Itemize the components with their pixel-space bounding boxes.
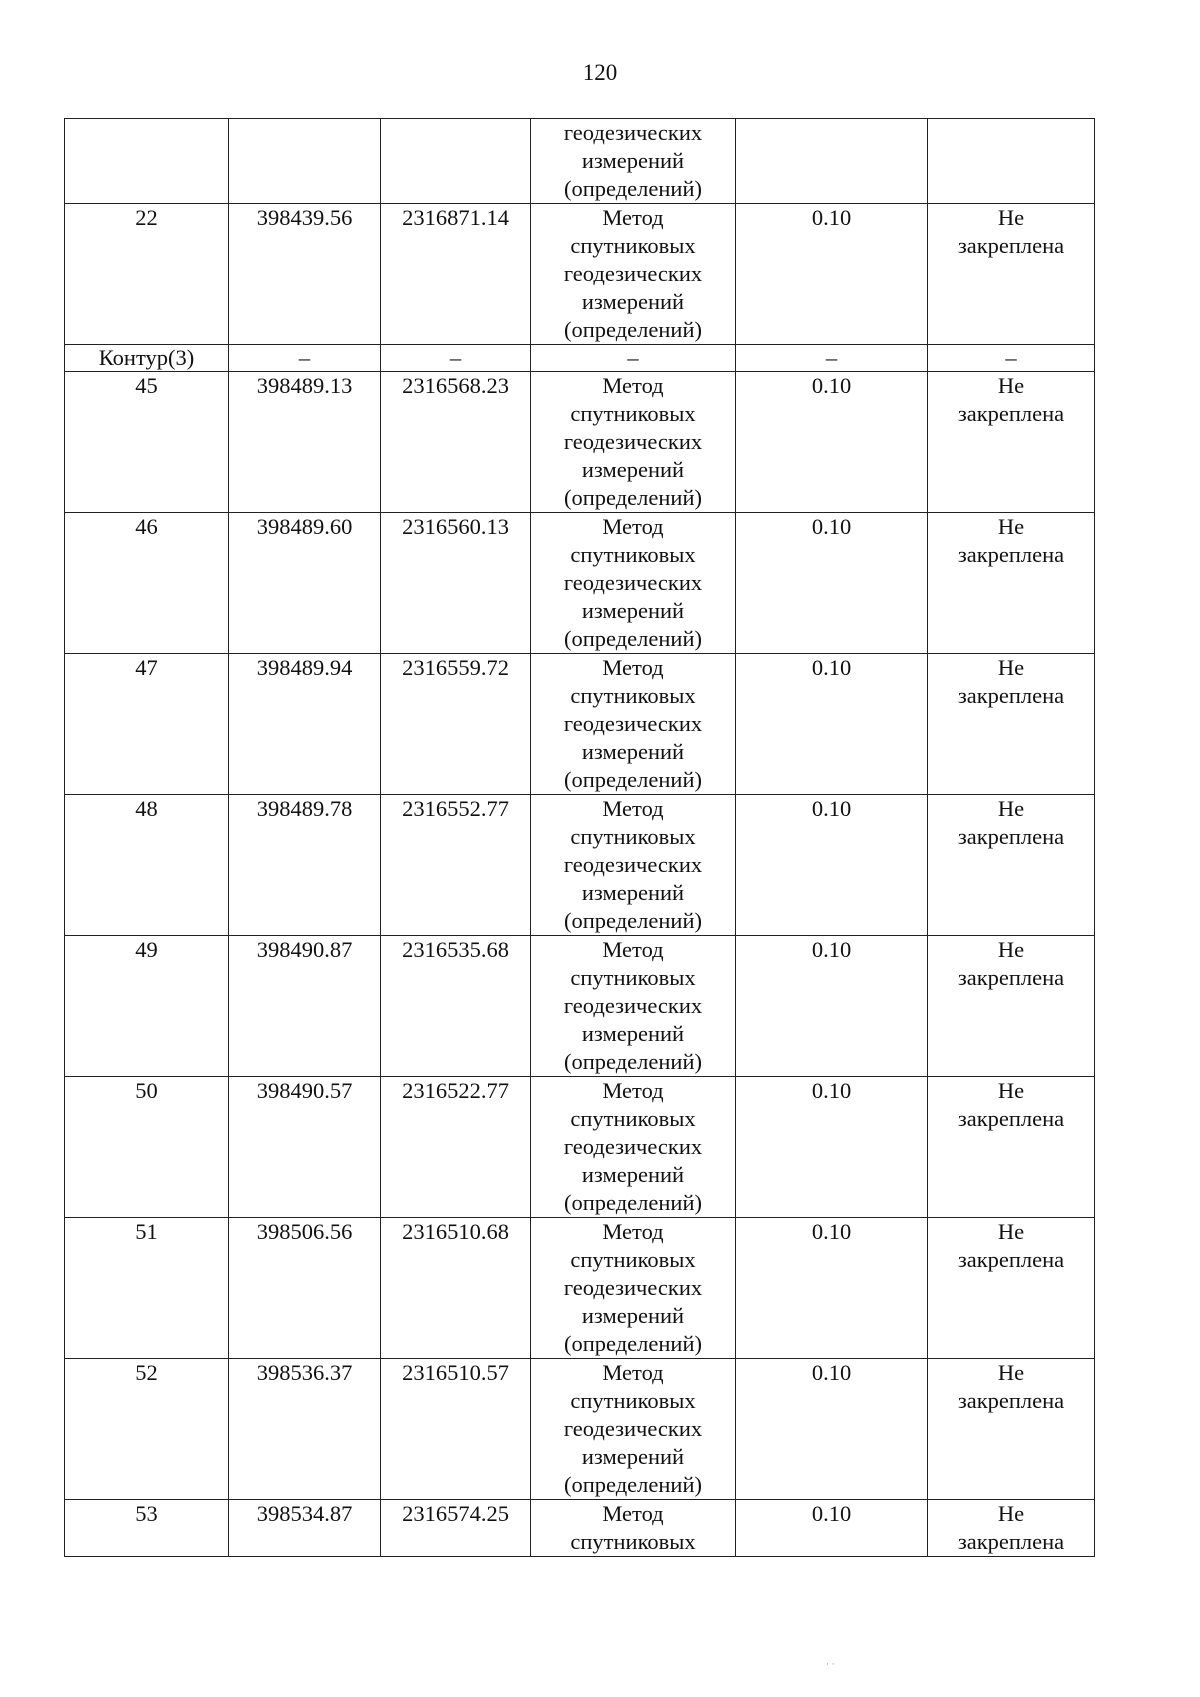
cell-x (229, 119, 381, 204)
method-line: геодезических (563, 261, 703, 286)
cell-y: 2316559.72 (381, 654, 531, 795)
method-line: Метод (602, 514, 664, 539)
cell-fix (928, 204, 1095, 345)
method-line: измерений (581, 598, 685, 623)
cell-num: 50 (65, 1077, 229, 1218)
table-row (65, 1359, 1095, 1500)
fix-line: Не (997, 373, 1025, 398)
method-line: Метод (602, 1219, 664, 1244)
cell-contour-label: Контур(3) (65, 345, 229, 372)
method-line: геодезических (563, 570, 703, 595)
cell-num: 52 (65, 1359, 229, 1500)
method-line: спутниковых (570, 965, 696, 990)
contour-row (65, 345, 1095, 372)
table-row (65, 936, 1095, 1077)
cell-fix (928, 1218, 1095, 1359)
method-line: геодезических (563, 852, 703, 877)
method-line: геодезических (563, 1416, 703, 1441)
cell-x: 398490.57 (229, 1077, 381, 1218)
method-line: Метод (602, 205, 664, 230)
cell-y: 2316522.77 (381, 1077, 531, 1218)
cell-y: 2316568.23 (381, 372, 531, 513)
cell-method (531, 1500, 736, 1557)
cell-error: 0.10 (736, 1077, 928, 1218)
fix-line: Не (997, 655, 1025, 680)
cell-error: 0.10 (736, 204, 928, 345)
cell-error (736, 119, 928, 204)
cell-fix (928, 795, 1095, 936)
table-body (65, 119, 1095, 1557)
method-line: геодезических (563, 711, 703, 736)
method-line: Метод (602, 1078, 664, 1103)
method-line: геодезических (563, 429, 703, 454)
cell-dash: – (736, 345, 928, 372)
cell-num: 49 (65, 936, 229, 1077)
method-line: (определений) (564, 1190, 702, 1215)
method-line: измерений (581, 739, 685, 764)
method-line: Метод (602, 796, 664, 821)
fix-line: закреплена (957, 233, 1065, 258)
page-number: 120 (582, 60, 618, 85)
cell-num: 48 (65, 795, 229, 936)
cell-fix (928, 513, 1095, 654)
cell-x: 398489.13 (229, 372, 381, 513)
cell-method (531, 119, 736, 204)
cell-num: 47 (65, 654, 229, 795)
scan-speck: · · (826, 1660, 835, 1670)
cell-num: 45 (65, 372, 229, 513)
method-line: геодезических (563, 1275, 703, 1300)
fix-line: Не (997, 514, 1025, 539)
method-line: измерений (581, 1444, 685, 1469)
cell-y: 2316535.68 (381, 936, 531, 1077)
method-line: измерений (581, 880, 685, 905)
fix-line: закреплена (957, 965, 1065, 990)
cell-error: 0.10 (736, 936, 928, 1077)
table-row (65, 1500, 1095, 1557)
method-line: спутниковых (570, 683, 696, 708)
cell-error: 0.10 (736, 1218, 928, 1359)
method-line: спутниковых (570, 401, 696, 426)
cell-x: 398489.94 (229, 654, 381, 795)
cell-method (531, 513, 736, 654)
method-line: спутниковых (570, 542, 696, 567)
fix-line: Не (997, 1360, 1025, 1385)
cell-num: 22 (65, 204, 229, 345)
fix-line: закреплена (957, 401, 1065, 426)
table-row (65, 204, 1095, 345)
method-line: спутниковых (570, 1388, 696, 1413)
cell-x: 398534.87 (229, 1500, 381, 1557)
method-line: измерений (581, 148, 685, 173)
cell-y: 2316510.68 (381, 1218, 531, 1359)
table-row (65, 1218, 1095, 1359)
cell-dash: – (229, 345, 381, 372)
cell-fix (928, 372, 1095, 513)
table-row (65, 1077, 1095, 1218)
cell-fix (928, 936, 1095, 1077)
fix-line: Не (997, 1078, 1025, 1103)
cell-fix (928, 1359, 1095, 1500)
cell-error: 0.10 (736, 1359, 928, 1500)
method-line: спутниковых (570, 1529, 696, 1554)
cell-method (531, 372, 736, 513)
cell-x: 398489.78 (229, 795, 381, 936)
method-line: геодезических (563, 993, 703, 1018)
method-line: геодезических (563, 1134, 703, 1159)
cell-method (531, 795, 736, 936)
method-line: измерений (581, 1162, 685, 1187)
fix-line: закреплена (957, 1388, 1065, 1413)
method-line: геодезических (563, 120, 703, 145)
cell-y: 2316510.57 (381, 1359, 531, 1500)
cell-x: 398506.56 (229, 1218, 381, 1359)
method-line: (определений) (564, 317, 702, 342)
method-line: спутниковых (570, 1247, 696, 1272)
fix-line: закреплена (957, 1529, 1065, 1554)
cell-y: 2316552.77 (381, 795, 531, 936)
cell-fix (928, 654, 1095, 795)
table-row (65, 372, 1095, 513)
fix-line: закреплена (957, 542, 1065, 567)
fix-line: закреплена (957, 1247, 1065, 1272)
cell-y: 2316560.13 (381, 513, 531, 654)
method-line: Метод (602, 1360, 664, 1385)
cell-num: 53 (65, 1500, 229, 1557)
cell-num: 51 (65, 1218, 229, 1359)
cell-method (531, 1218, 736, 1359)
method-line: измерений (581, 1021, 685, 1046)
method-line: (определений) (564, 1049, 702, 1074)
cell-error: 0.10 (736, 513, 928, 654)
table-row (65, 795, 1095, 936)
method-line: спутниковых (570, 824, 696, 849)
method-line: измерений (581, 1303, 685, 1328)
cell-x: 398439.56 (229, 204, 381, 345)
method-line: Метод (602, 1501, 664, 1526)
method-line: измерений (581, 457, 685, 482)
method-line: (определений) (564, 176, 702, 201)
fix-line: Не (997, 796, 1025, 821)
cell-error: 0.10 (736, 795, 928, 936)
fix-line: Не (997, 1219, 1025, 1244)
cell-dash: – (381, 345, 531, 372)
cell-y: 2316574.25 (381, 1500, 531, 1557)
cell-error: 0.10 (736, 654, 928, 795)
method-line: Метод (602, 937, 664, 962)
method-line: измерений (581, 289, 685, 314)
method-line: спутниковых (570, 233, 696, 258)
cell-error: 0.10 (736, 372, 928, 513)
cell-method (531, 654, 736, 795)
cell-y (381, 119, 531, 204)
table-row (65, 654, 1095, 795)
cell-fix (928, 119, 1095, 204)
method-line: (определений) (564, 485, 702, 510)
fix-line: Не (997, 1501, 1025, 1526)
cell-y: 2316871.14 (381, 204, 531, 345)
continuation-row (65, 119, 1095, 204)
cell-dash: – (531, 345, 736, 372)
cell-x: 398489.60 (229, 513, 381, 654)
cell-fix (928, 1500, 1095, 1557)
method-line: (определений) (564, 1331, 702, 1356)
fix-line: закреплена (957, 1106, 1065, 1131)
cell-num (65, 119, 229, 204)
cell-dash: – (928, 345, 1095, 372)
table-row (65, 513, 1095, 654)
cell-method (531, 204, 736, 345)
method-line: (определений) (564, 626, 702, 651)
fix-line: закреплена (957, 824, 1065, 849)
method-line: Метод (602, 373, 664, 398)
cell-num: 46 (65, 513, 229, 654)
method-line: спутниковых (570, 1106, 696, 1131)
method-line: (определений) (564, 908, 702, 933)
method-line: Метод (602, 655, 664, 680)
cell-x: 398536.37 (229, 1359, 381, 1500)
method-line: (определений) (564, 1472, 702, 1497)
method-line: (определений) (564, 767, 702, 792)
cell-x: 398490.87 (229, 936, 381, 1077)
fix-line: закреплена (957, 683, 1065, 708)
fix-line: Не (997, 205, 1025, 230)
fix-line: Не (997, 937, 1025, 962)
cell-error: 0.10 (736, 1500, 928, 1557)
cell-method (531, 1077, 736, 1218)
cell-fix (928, 1077, 1095, 1218)
coordinates-table (64, 118, 1095, 1557)
cell-method (531, 936, 736, 1077)
cell-method (531, 1359, 736, 1500)
